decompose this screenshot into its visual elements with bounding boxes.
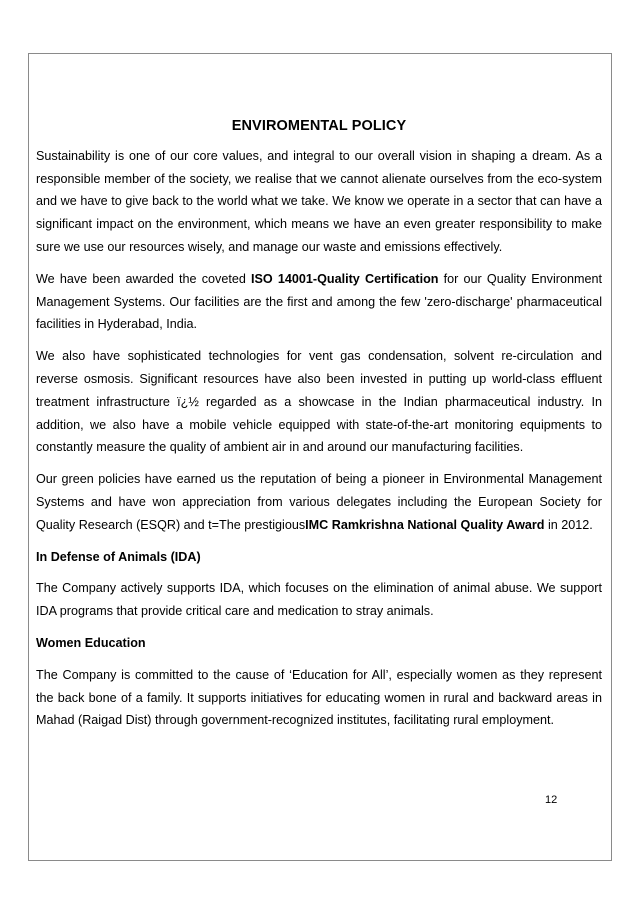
- document-body: [36, 115, 602, 741]
- paragraph-women-education: The Company is committed to the cause of ‘Education for All’, especially women as they represent the back bone of a family. It supports initiatives for educating women in rural and backward areas in Mahad (Raigad Dist) through government-recognized institutes, facilitating rural employment.: [36, 667, 602, 728]
- bold-quality-award: IMC Ramkrishna National Quality Award: [305, 517, 545, 532]
- paragraph-sustainability: Sustainability is one of our core values, and integral to our overall vision in shaping a dream. As a responsible member of the society, we realise that we cannot alienate ourselves from the eco-system and we have to give back to the world what we take. We know we operate in a sector that can have a significant impact on the environment, which means we have an even greater responsibility to make sure we use our resources wisely, and manage our waste and emissions effectively.: [36, 148, 602, 254]
- text-segment: We have been awarded the coveted: [36, 271, 252, 286]
- page-title: ENVIROMENTAL POLICY: [231, 118, 407, 134]
- heading-women-education: Women Education: [36, 635, 146, 650]
- text-segment: Our green policies have earned us the reputation of being a pioneer in Environmental Management Systems and have won appreciation from various delegates including the European Society for Quality Research (ESQR) and t=The prestigious: [36, 472, 602, 532]
- text-segment: in 2012.: [544, 517, 593, 532]
- bold-iso-certification: ISO 14001-Quality Certification: [251, 271, 439, 286]
- page-number: 12: [545, 794, 558, 806]
- heading-ida: In Defense of Animals (IDA): [36, 549, 201, 564]
- text-segment: for our Quality Environment Management Systems. Our facilities are the first and among the few 'zero-discharge' pharmaceutical facilities in Hyderabad, India.: [36, 271, 602, 332]
- paragraph-ida: The Company actively supports IDA, which focuses on the elimination of animal abuse. We support IDA programs that provide critical care and medication to stray animals.: [36, 581, 602, 619]
- paragraph-iso-certification: [36, 268, 602, 336]
- paragraph-green-policies: [36, 468, 602, 536]
- paragraph-technologies: We also have sophisticated technologies for vent gas condensation, solvent re-circulation and reverse osmosis. Significant resources have also been invested in putting up world-class effluent treatment infrastructure ï¿½ regarded as a showcase in the Indian pharmaceutical industry. In addition, we also have a mobile vehicle equipped with state-of-the-art monitoring equipments to constantly measure the quality of ambient air in and around our manufacturing facilities.: [36, 349, 602, 455]
